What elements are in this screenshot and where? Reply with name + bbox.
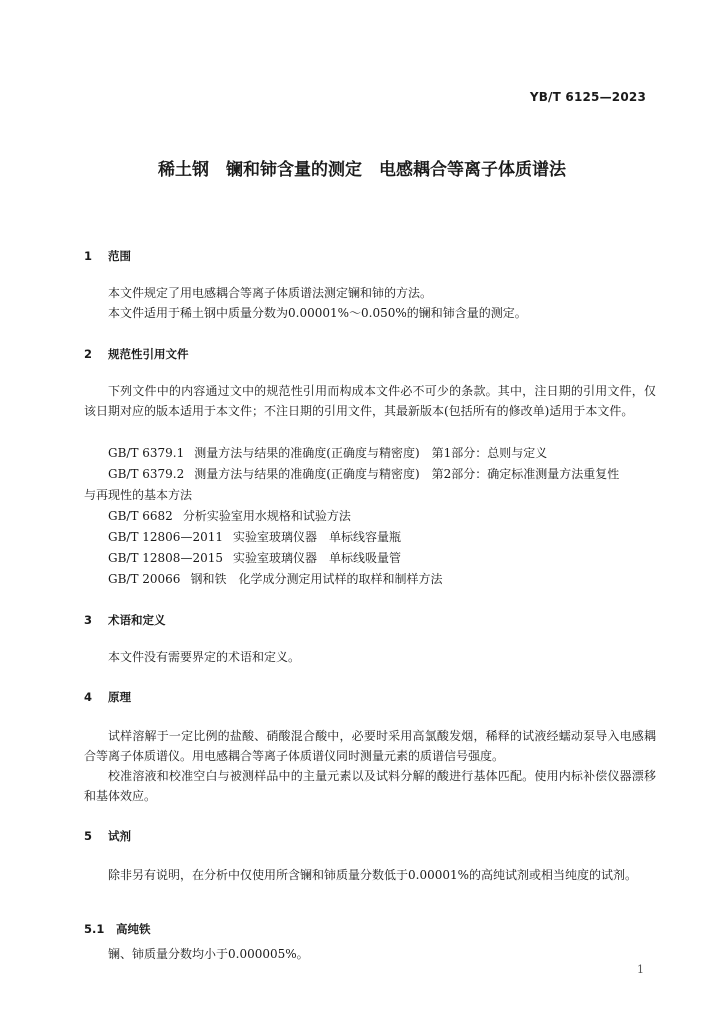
reference-item	[108, 527, 656, 547]
scope-paragraph-1: 本文件规定了用电感耦合等离子体质谱法测定镧和铈的方法。	[108, 286, 433, 300]
reference-title: 分析实验室用水规格和试验方法	[182, 509, 351, 523]
section-number: 1	[84, 249, 93, 263]
section-title: 规范性引用文件	[108, 347, 189, 361]
section-5-1-heading	[84, 921, 151, 937]
standard-number: YB/T 6125—2023	[529, 90, 646, 104]
reference-title: 测量方法与结果的准确度(正确度与精密度) 第2部分：确定标准测量方法重复性	[194, 467, 620, 481]
high-purity-iron-paragraph: 镧、铈质量分数均小于0.000005%。	[108, 947, 309, 961]
section-number: 3	[84, 613, 93, 627]
section-title: 原理	[108, 690, 132, 704]
reference-item	[108, 464, 656, 484]
reference-title: 钢和铁 化学成分测定用试样的取样和制样方法	[190, 572, 443, 586]
reference-item	[108, 506, 656, 526]
section-number: 4	[84, 690, 93, 704]
principle-paragraph-2: 校准溶液和校准空白与被测样品中的主量元素以及试料分解的酸进行基体匹配。使用内标补偿仪器漂移和基体效应。	[84, 769, 656, 803]
section-2-heading	[84, 346, 189, 362]
reference-code: GB/T 6379.2	[108, 467, 185, 481]
section-title: 范围	[108, 249, 132, 263]
reference-item	[108, 569, 656, 589]
reference-code: GB/T 12808—2015	[108, 551, 223, 565]
document-title: 稀土钢 镧和铈含量的测定 电感耦合等离子体质谱法	[158, 160, 566, 180]
terms-paragraph: 本文件没有需要界定的术语和定义。	[108, 650, 301, 664]
section-number: 5	[84, 829, 93, 843]
principle-paragraph-1: 试样溶解于一定比例的盐酸、硝酸混合酸中，必要时采用高氯酸发烟，稀释的试液经蠕动泵导入电感耦合等离子体质谱仪。用电感耦合等离子体质谱仪同时测量元素的质谱信号强度。	[84, 729, 656, 763]
section-5-heading	[84, 828, 131, 844]
reference-item	[108, 548, 656, 568]
reference-title: 实验室玻璃仪器 单标线吸量管	[232, 551, 401, 565]
section-title: 术语和定义	[108, 613, 166, 627]
scope-paragraph-2: 本文件适用于稀土钢中质量分数为0.00001%～0.050%的镧和铈含量的测定。	[108, 306, 527, 320]
page-number: 1	[637, 963, 644, 976]
section-title: 高纯铁	[116, 922, 151, 936]
reference-code: GB/T 6682	[108, 509, 173, 523]
reference-code: GB/T 12806—2011	[108, 530, 223, 544]
reference-code: GB/T 6379.1	[108, 446, 185, 460]
section-1-heading	[84, 248, 131, 264]
reference-title: 实验室玻璃仪器 单标线容量瓶	[232, 530, 401, 544]
section-title: 试剂	[108, 829, 132, 843]
reference-continuation: 与再现性的基本方法	[84, 488, 193, 502]
normative-intro: 下列文件中的内容通过文中的规范性引用而构成本文件必不可少的条款。其中，注日期的引用文件，仅该日期对应的版本适用于本文件；不注日期的引用文件，其最新版本(包括所有的修改单)适用于本文件。	[84, 384, 656, 418]
section-3-heading	[84, 612, 166, 628]
reference-code: GB/T 20066	[108, 572, 181, 586]
reference-title: 测量方法与结果的准确度(正确度与精密度) 第1部分：总则与定义	[194, 446, 548, 460]
reagents-paragraph: 除非另有说明，在分析中仅使用所含镧和铈质量分数低于0.00001%的高纯试剂或相当纯度的试剂。	[108, 868, 638, 882]
section-number: 5.1	[84, 922, 105, 936]
reference-item	[108, 443, 656, 463]
section-4-heading	[84, 689, 131, 705]
section-number: 2	[84, 347, 93, 361]
